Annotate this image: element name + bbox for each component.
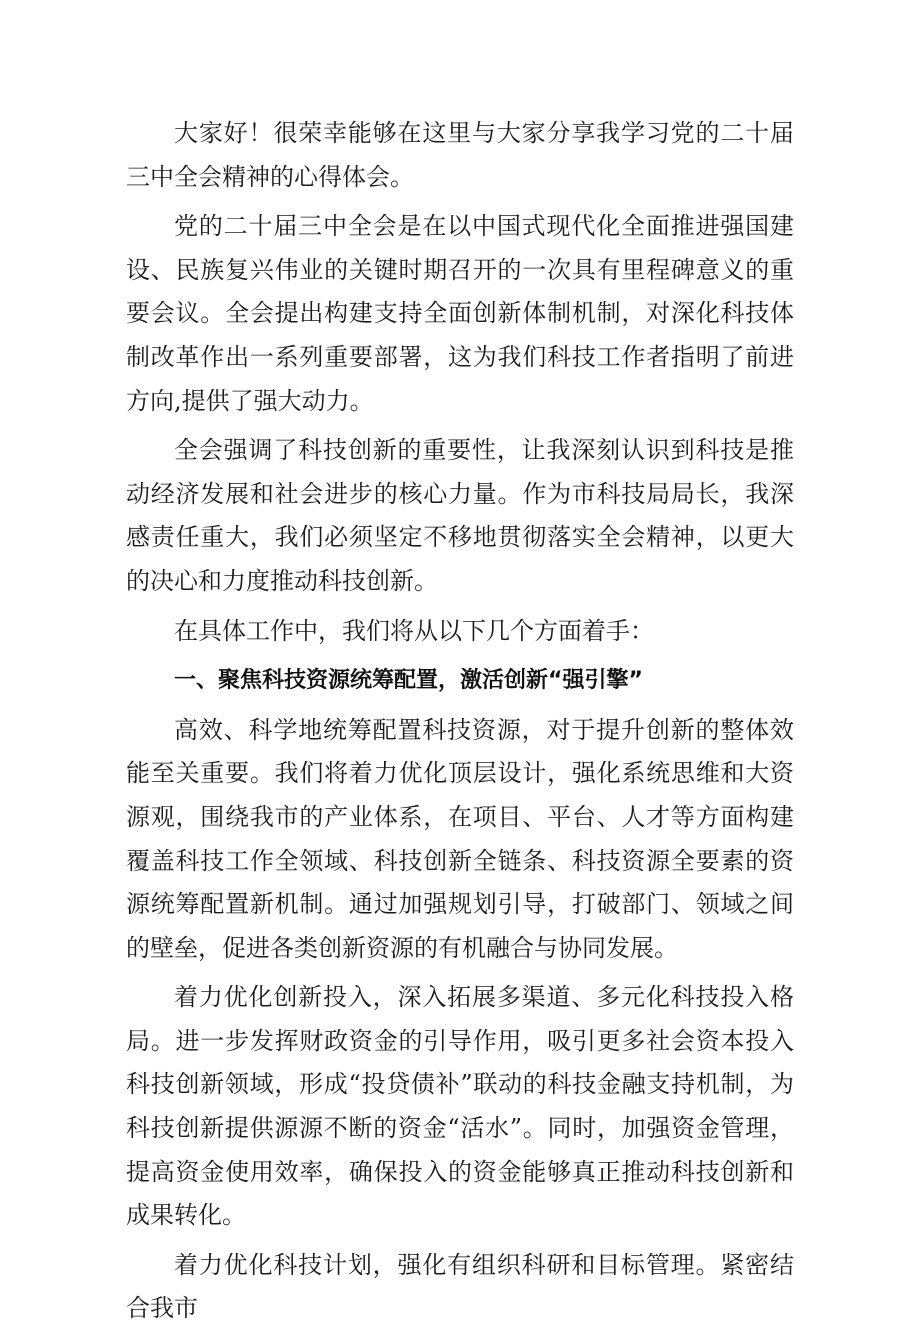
paragraph-plenum-intro: 党的二十届三中全会是在以中国式现代化全面推进强国建设、民族复兴伟业的关键时期召开的一次具有里程碑意义的重要会议。全会提出构建支持全面创新体制机制，对深化科技体制改革作出一系列重要部署，这为我们科技工作者指明了前进方向,提供了强大动力。: [126, 212, 794, 415]
document-body: [126, 112, 794, 1337]
section-heading-1: 一、聚焦科技资源统筹配置，激活创新“强引擎”: [174, 668, 643, 694]
paragraph-greeting: 大家好！很荣幸能够在这里与大家分享我学习党的二十届三中全会精神的心得体会。: [126, 119, 794, 191]
paragraph-innovation-importance: 全会强调了科技创新的重要性，让我深刻认识到科技是推动经济发展和社会进步的核心力量。作为市科技局局长，我深感责任重大，我们必须坚定不移地贯彻落实全会精神，以更大的决心和力度推动科技创新。: [126, 436, 794, 595]
paragraph-resource-allocation: 高效、科学地统筹配置科技资源，对于提升创新的整体效能至关重要。我们将着力优化顶层设计，强化系统思维和大资源观，围绕我市的产业体系，在项目、平台、人才等方面构建覆盖科技工作全领域、科技创新全链条、科技资源全要素的资源统筹配置新机制。通过加强规划引导，打破部门、领域之间的壁垒，促进各类创新资源的有机融合与协同发展。: [126, 715, 794, 962]
paragraph-innovation-investment: 着力优化创新投入，深入拓展多渠道、多元化科技投入格局。进一步发挥财政资金的引导作用，吸引更多社会资本投入科技创新领域，形成“投贷债补”联动的科技金融支持机制，为科技创新提供源源不断的资金“活水”。同时，加强资金管理，提高资金使用效率，确保投入的资金能够真正推动科技创新和成果转化。: [126, 983, 794, 1230]
paragraph-research-plan: 着力优化科技计划，强化有组织科研和目标管理。紧密结合我市: [126, 1250, 794, 1323]
paragraph-work-intro: 在具体工作中，我们将从以下几个方面着手：: [174, 616, 654, 645]
